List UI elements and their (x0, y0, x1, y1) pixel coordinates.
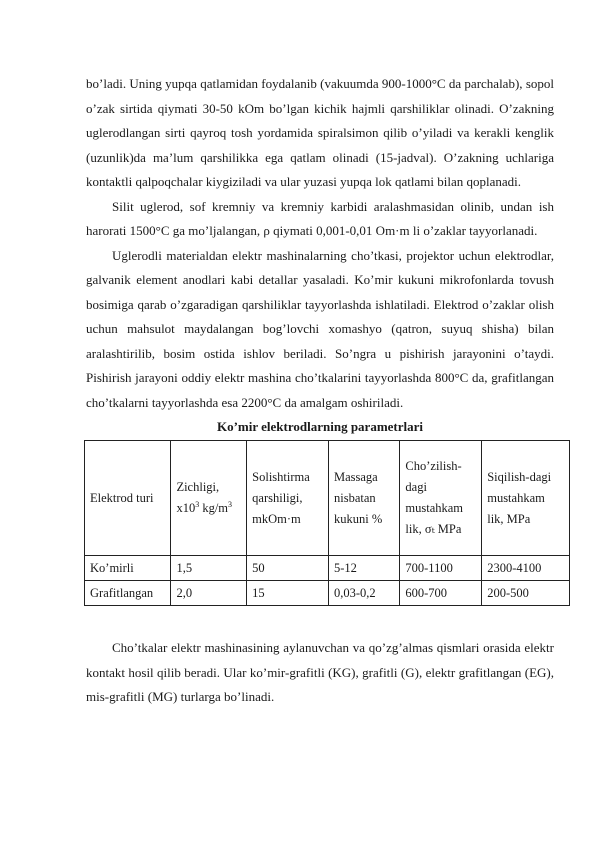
table-cell: Grafitlangan (85, 581, 171, 606)
paragraph-brushes: Cho’tkalar elektr mashinasining aylanuvchan va qo’zg’almas qismlari orasida elektr kontakt hosil qilib beradi. Ular ko’mir-grafitli (KG), grafitli (G), elektr grafitlangan (EG), mis-grafitli (MG) turlarga bo’linadi. (86, 640, 554, 704)
table-cell: 50 (247, 556, 329, 581)
table-cell: 700-1100 (400, 556, 482, 581)
header-density-label: Zichligi, (176, 480, 220, 494)
header-resistivity: Solishtirma qarshiligi, mkOm·m (247, 441, 329, 556)
table-cell: 1,5 (171, 556, 247, 581)
table-cell: 600-700 (400, 581, 482, 606)
document-page (86, 72, 554, 710)
table-cell: Ko’mirli (85, 556, 171, 581)
table-cell: 5-12 (328, 556, 399, 581)
header-tensile-strength: Cho’zilish-dagi mustahkam lik, σₜ MPa (400, 441, 482, 556)
electrode-parameters-table (84, 440, 570, 606)
table-cell: 200-500 (482, 581, 570, 606)
table-cell: 2300-4100 (482, 556, 570, 581)
paragraph-carbon-electrodes: Uglerodli materialdan elektr mashinalarning cho’tkasi, projektor uchun elektrodlar, galvanik element anodlari kabi detallar yasaladi. Ko’mir kukuni mikrofonlarda tovush bosimiga qarab o’zgaradigan qarshiliklar tayyorlashda ishlatiladi. Elektrod o’zaklar olish uchun mahsulot maydalangan bog’lovchi xomashyo (qatron, suyuq shisha) bilan aralashtirilib, bosim ostida ishlov beriladi. So’ngra u pishirish jarayonini o’taydi. Pishirish jarayoni oddiy elektr mashina cho’tkalarini tayyorlashda 800°C da, grafitlangan cho’tkalarni tayyorlashda esa 2200°C da amalgam oshiriladi. (86, 247, 554, 410)
paragraph-carbon-resistors: bo’ladi. Uning yupqa qatlamidan foydalanib (vakuumda 900-1000°C da parchalab), sopol o’zak sirtida qiymati 30-50 kOm bo’lgan kichik hajmli qarshiliklar olinadi. O’zakning uglerodlangan sirti qayroq tosh yordamida spiralsimon qilib o’yiladi va kerakli kenglik (uzunlik)da ma’lum qarshilikka ega qatlam olinadi (15-jadval). O’zakning uchlariga kontaktli qalpoqchalar kiygiziladi va ular yuzasi yupqa lok qatlami bilan qoplanadi. (86, 76, 554, 189)
paragraph-silicon-carbide: Silit uglerod, sof kremniy va kremniy karbidi aralashmasidan olinib, undan ish harorati 1500°C ga mo’ljalangan, ρ qiymati 0,001-0,01 Om·m li o’zaklar tayyorlanadi. (86, 198, 554, 238)
header-electrode-type: Elektrod turi (85, 441, 171, 556)
header-mass-ratio: Massaga nisbatan kukuni % (328, 441, 399, 556)
table-header-row (85, 441, 570, 556)
header-compressive-strength: Siqilish-dagi mustahkam lik, MPa (482, 441, 570, 556)
header-density (171, 441, 247, 556)
table-row (85, 581, 570, 606)
table-title: Ko’mir elektrodlarning parametrlari (216, 419, 424, 434)
table-cell: 15 (247, 581, 329, 606)
table-cell: 2,0 (171, 581, 247, 606)
table-row (85, 556, 570, 581)
header-density-unit: $x10^3$ $kg/m^3$ (176, 499, 233, 515)
table-cell: 0,03-0,2 (328, 581, 399, 606)
spacer (86, 606, 554, 636)
